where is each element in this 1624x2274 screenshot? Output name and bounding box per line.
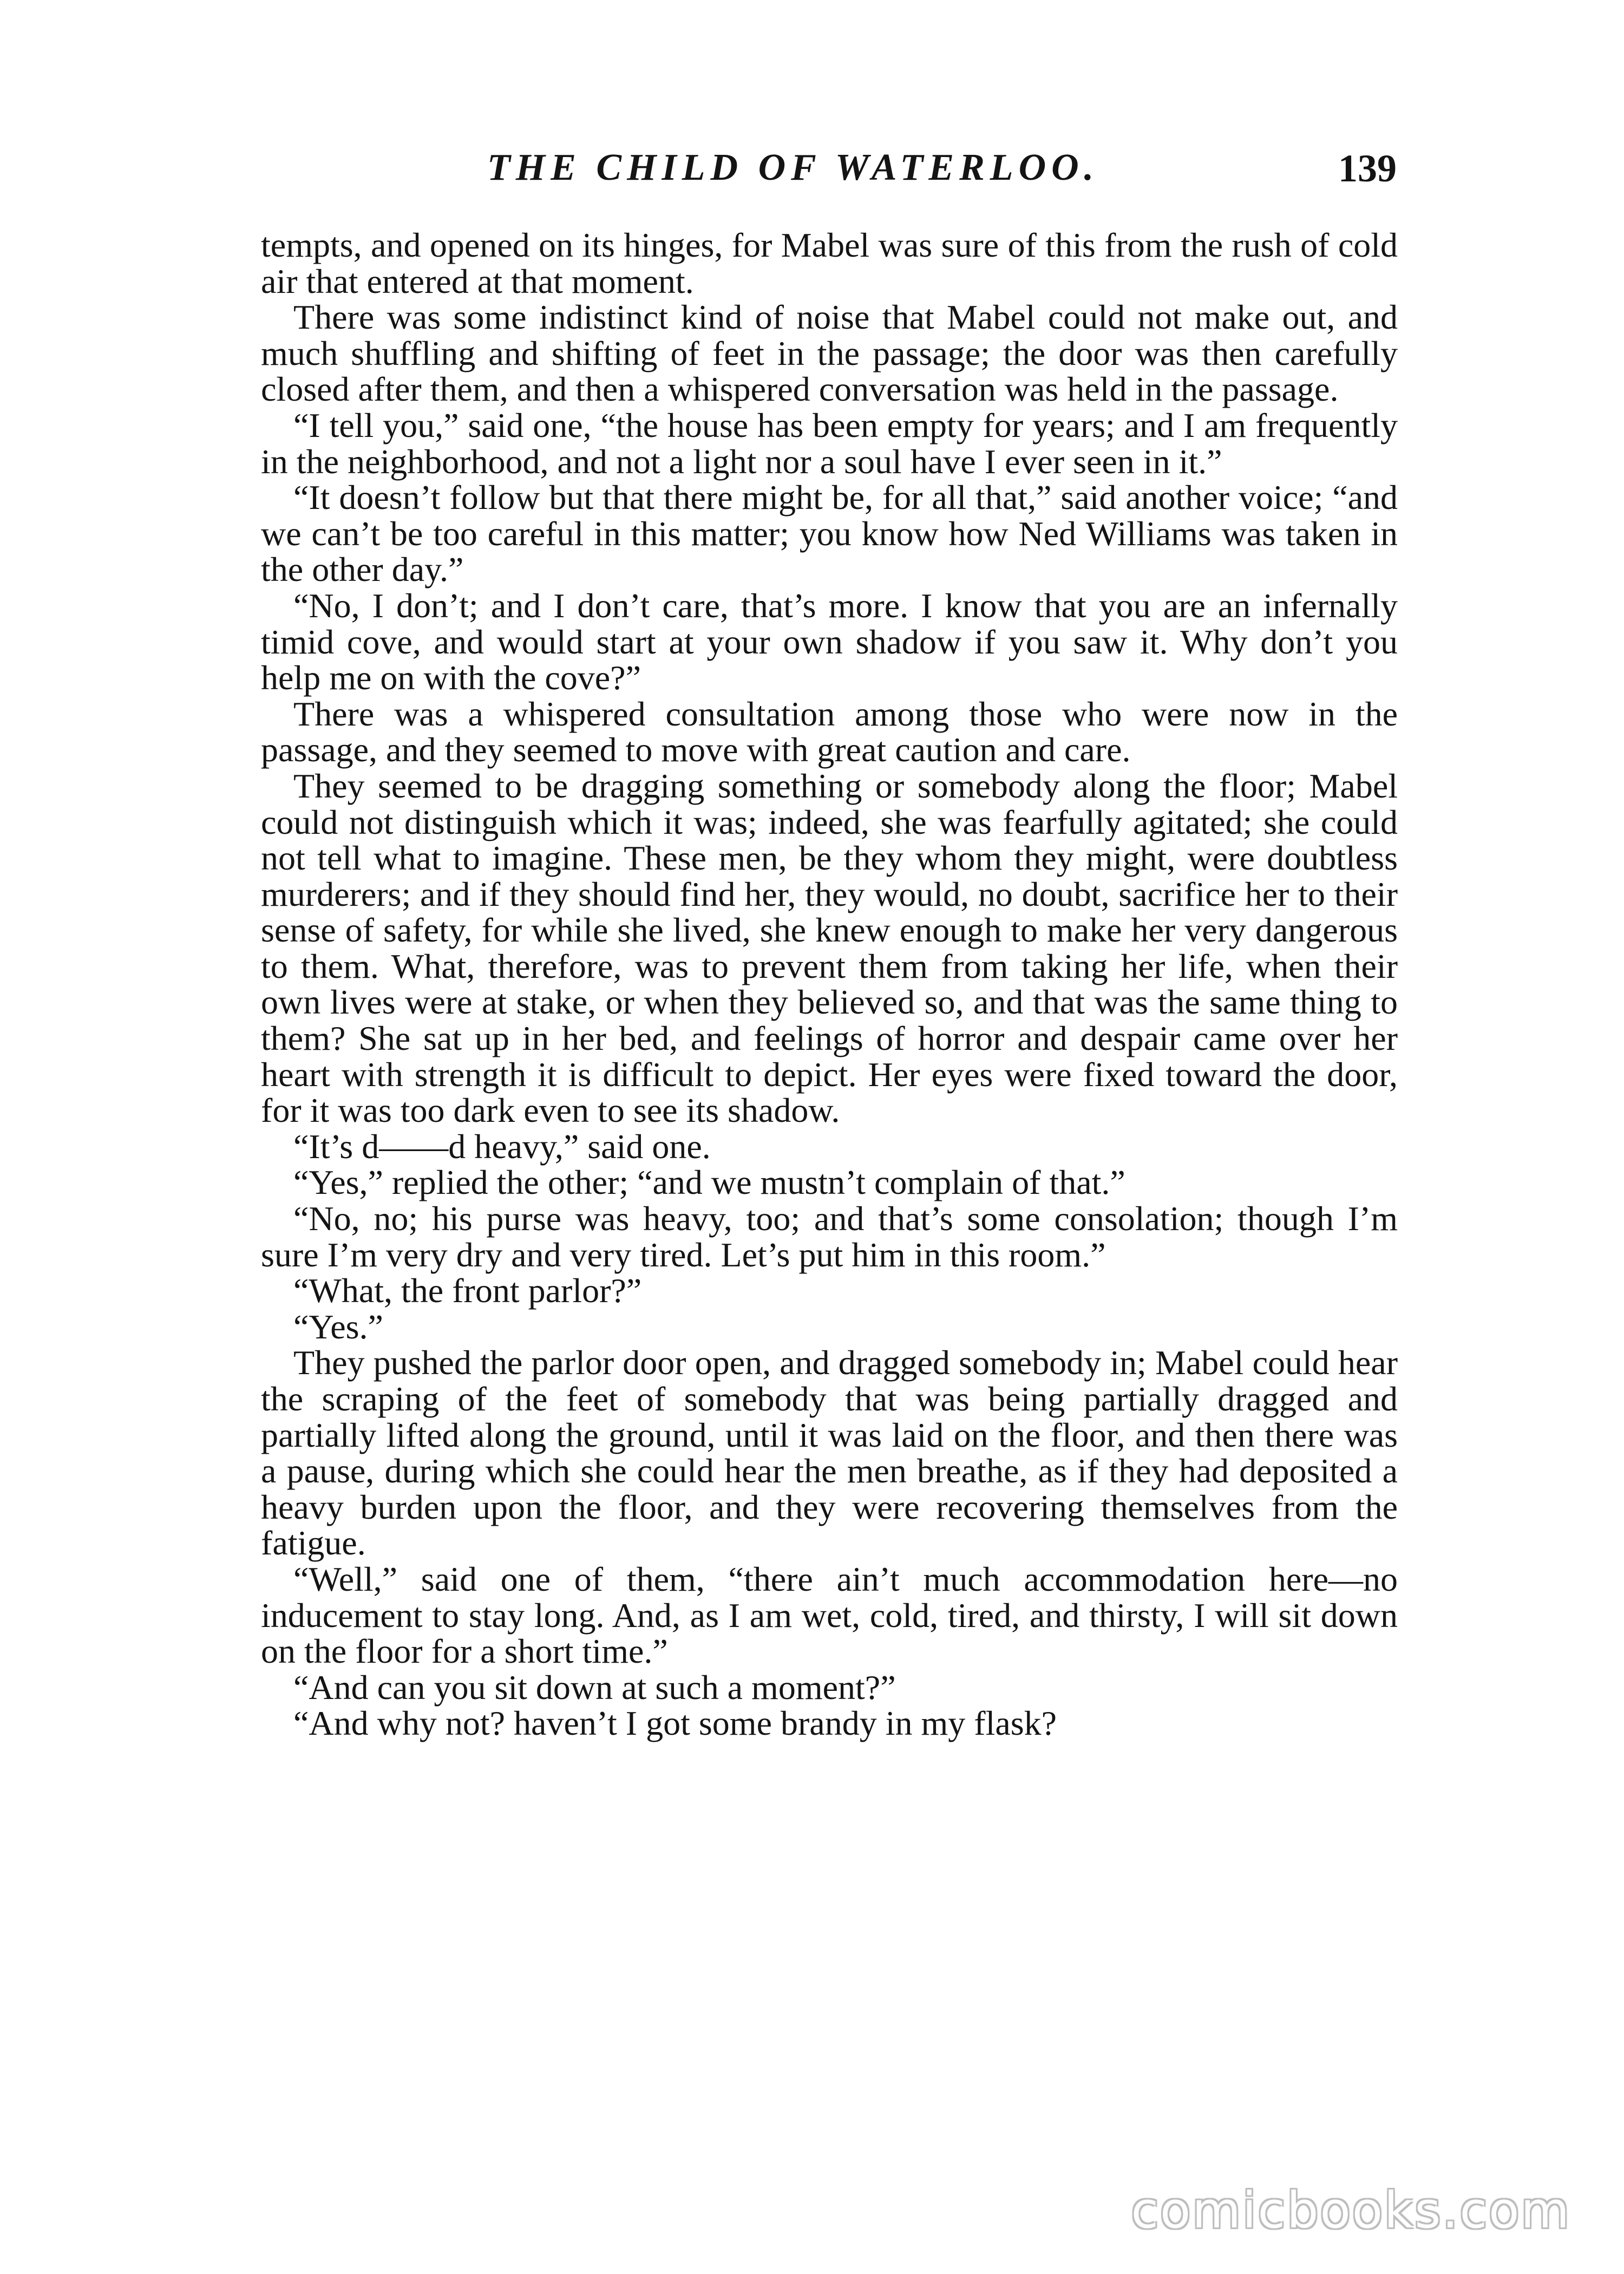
paragraph: “It doesn’t follow but that there might be, for all that,” said another voice; “and we can’t be too careful in this matter; you know how Ned Williams was taken in the other day.” — [261, 478, 1398, 589]
paragraph: “And can you sit down at such a moment?” — [293, 1668, 896, 1707]
paragraph: “No, I don’t; and I don’t care, that’s more. I know that you are an infernally timid cove, and would start at your own shadow if you saw it. Why don’t you help me on with the cove?” — [261, 586, 1398, 697]
paragraph: They seemed to be dragging something or somebody along the floor; Mabel could not distinguish which it was; indeed, she was fearfully agitated; she could not tell what to imagine. These men, be they whom they might, were doubtless murderers; and if they should find her, they would, no doubt, sacrifice her to their sense of safety, for while she lived, she knew enough to make her very dangerous to them. What, therefore, was to prevent them from taking her life, when their own lives were at stake, or when they believed so, and that was the same thing to them? She sat up in her bed, and feelings of horror and despair came over her heart with strength it is difficult to depict. Her eyes were fixed toward the door, for it was too dark even to see its shadow. — [261, 766, 1398, 1130]
paragraph: “What, the front parlor?” — [293, 1271, 642, 1310]
paragraph: “Well,” said one of them, “there ain’t much accommodation here—no inducement to stay long. And, as I am wet, cold, tired, and thirsty, I will sit down on the floor for a short time.” — [261, 1559, 1398, 1671]
running-head — [260, 146, 1397, 206]
paragraph: “It’s d——d heavy,” said one. — [293, 1127, 711, 1166]
body-text — [261, 227, 1398, 1742]
paragraph: “Yes.” — [293, 1307, 383, 1346]
watermark: comicbooks.com — [1131, 2181, 1571, 2239]
paragraph: “And why not? haven’t I got some brandy in my flask? — [293, 1704, 1057, 1743]
paragraph: “I tell you,” said one, “the house has been empty for years; and I am frequently in the neighborhood, and not a light nor a soul have I ever seen in it.” — [261, 406, 1398, 481]
paragraph: There was a whispered consultation among those who were now in the passage, and they seemed to move with great caution and care. — [261, 694, 1398, 769]
paragraph: They pushed the parlor door open, and dragged somebody in; Mabel could hear the scraping of the feet of somebody that was being partially dragged and partially lifted along the ground, until it was laid on the floor, and then there was a pause, during which she could hear the men breathe, as if they had deposited a heavy burden upon the floor, and they were recovering themselves from the fatigue. — [261, 1343, 1398, 1563]
paragraph: tempts, and opened on its hinges, for Mabel was sure of this from the rush of cold air that entered at that moment. — [261, 226, 1398, 300]
paragraph: “No, no; his purse was heavy, too; and that’s some consolation; though I’m sure I’m very dry and very tired. Let’s put him in this room.” — [261, 1199, 1398, 1274]
paragraph: “Yes,” replied the other; “and we mustn’t complain of that.” — [293, 1163, 1125, 1202]
paragraph: There was some indistinct kind of noise that Mabel could not make out, and much shuffling and shifting of feet in the passage; the door was then carefully closed after them, and then a whispered conversation was held in the passage. — [261, 298, 1398, 409]
running-title: THE CHILD OF WATERLOO. — [487, 147, 1099, 188]
page-number: 139 — [1338, 147, 1397, 190]
